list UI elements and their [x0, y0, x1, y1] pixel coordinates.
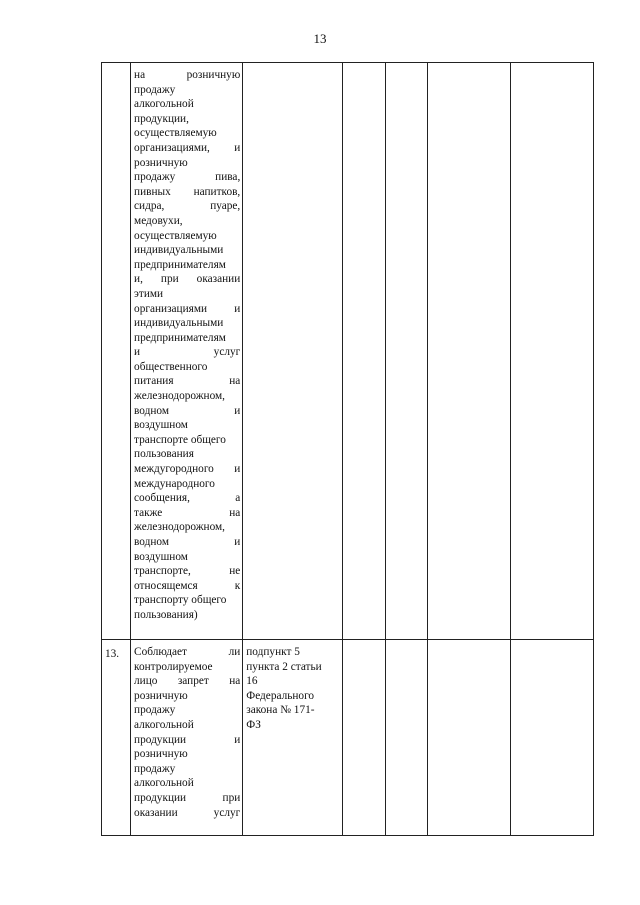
text-line: относящемся к: [134, 579, 241, 592]
text-line: питания на: [134, 375, 241, 388]
text-line: лицо запрет на: [134, 675, 241, 688]
text-line: продажу пива,: [134, 171, 241, 184]
question-text: [131, 640, 242, 820]
text-line: алкогольной: [134, 718, 194, 731]
page-number: 13: [313, 31, 327, 46]
note-cell: [510, 63, 593, 640]
answer-no-cell: [385, 640, 427, 836]
row-number: 13.: [105, 648, 120, 660]
text-line: междугородного и: [134, 463, 241, 476]
text-line: закона № 171-: [246, 704, 315, 717]
text-line: водном и: [134, 536, 241, 548]
text-line: продукции и: [134, 733, 241, 746]
question-cell: [131, 63, 243, 640]
table-row: [102, 640, 594, 836]
row-number: [102, 63, 130, 70]
text-line: подпункт 5: [246, 646, 300, 658]
text-line: транспорту общего: [134, 594, 227, 607]
not-applicable-cell: [427, 63, 510, 640]
text-line: ФЗ: [246, 718, 261, 731]
answer-yes-cell: [343, 63, 385, 640]
text-line: этими: [134, 287, 164, 300]
text-line: предпринимателям: [134, 258, 226, 271]
not-applicable-cell: [427, 640, 510, 836]
text-line: продукции,: [134, 112, 189, 125]
text-line: воздушном: [134, 419, 188, 432]
text-line: международного: [134, 477, 215, 490]
reference-cell: [243, 640, 343, 836]
text-line: железнодорожном,: [134, 521, 226, 534]
text-line: Федерального: [246, 689, 315, 702]
text-line: оказании услуг: [134, 806, 241, 819]
table-row: [102, 63, 594, 640]
text-line: сообщения, а: [134, 492, 241, 505]
text-line: предпринимателям: [134, 331, 226, 344]
text-line: продукции при: [134, 791, 241, 804]
text-line: и, при оказании: [134, 273, 241, 286]
text-line: организациями и: [134, 302, 241, 315]
text-line: сидра, пуаре,: [134, 200, 241, 213]
reference-text: [243, 63, 342, 68]
text-line: водном и: [134, 404, 241, 417]
text-line: розничную: [134, 156, 188, 169]
text-line: медовухи,: [134, 214, 183, 227]
text-line: на розничную: [134, 69, 241, 81]
text-line: организациями, и: [134, 141, 241, 154]
text-line: индивидуальными: [134, 244, 224, 257]
text-line: алкогольной: [134, 98, 194, 111]
requirements-table: [101, 62, 594, 836]
text-line: продажу: [134, 704, 176, 717]
row-number-cell: [102, 640, 131, 836]
text-line: транспорте общего: [134, 433, 226, 446]
text-line: индивидуальными: [134, 317, 224, 330]
text-line: пользования: [134, 448, 194, 461]
text-line: пункта 2 статьи: [246, 660, 322, 673]
answer-yes-cell: [343, 640, 385, 836]
question-cell: [131, 640, 243, 836]
text-line: осуществляемую: [134, 127, 217, 140]
text-line: железнодорожном,: [134, 390, 226, 403]
text-line: продажу: [134, 762, 176, 775]
reference-cell: [243, 63, 343, 640]
text-line: 16: [246, 675, 258, 688]
text-line: розничную: [134, 748, 188, 761]
text-line: пивных напитков,: [134, 185, 241, 198]
text-line: алкогольной: [134, 777, 194, 790]
text-line: розничную: [134, 689, 188, 702]
text-line: осуществляемую: [134, 229, 217, 242]
question-text: [131, 63, 242, 623]
reference-text: [243, 640, 342, 733]
text-line: продажу: [134, 83, 176, 96]
text-line: воздушном: [134, 550, 188, 563]
text-line: также на: [134, 506, 241, 519]
note-cell: [510, 640, 593, 836]
row-number-cell: [102, 63, 131, 640]
text-line: и услуг: [134, 346, 241, 359]
text-line: пользования): [134, 608, 198, 621]
text-line: транспорте, не: [134, 565, 241, 578]
text-line: контролируемое: [134, 660, 213, 673]
answer-no-cell: [385, 63, 427, 640]
text-line: Соблюдает ли: [134, 646, 241, 658]
text-line: общественного: [134, 360, 208, 373]
